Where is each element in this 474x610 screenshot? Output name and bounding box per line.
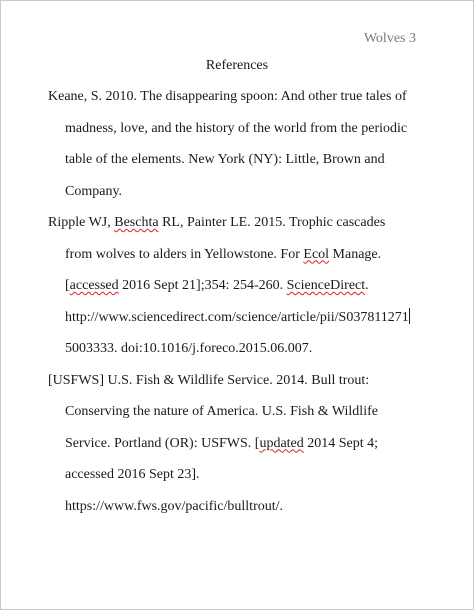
spellcheck-flagged-word: updated [259, 435, 304, 451]
reference-text: Keane, S. 2010. The disappearing spoon: And other true tales of [48, 89, 407, 104]
running-head: Wolves 3 [363, 31, 416, 46]
reference-line [48, 117, 428, 149]
reference-text: RL, Painter LE. 2015. Trophic cascades [158, 215, 386, 230]
reference-text: madness, love, and the history of the world from the periodic [65, 120, 408, 136]
reference-line [48, 337, 428, 369]
reference-line [48, 85, 428, 117]
reference-line [48, 148, 428, 180]
reference-text: Manage. [329, 246, 382, 262]
reference-entry [48, 85, 428, 211]
reference-line [48, 243, 428, 275]
reference-text: . [365, 278, 369, 293]
reference-text: Service. Portland (OR): USFWS. [ [65, 435, 260, 451]
reference-text: Ripple WJ, [48, 215, 115, 230]
reference-text: accessed 2016 Sept 23]. [65, 467, 200, 482]
reference-entry [48, 369, 428, 527]
spellcheck-flagged-word: Beschta [114, 215, 159, 230]
reference-text: http://www.sciencedirect.com/science/article/pii/S037811271 [65, 309, 409, 325]
reference-line [48, 369, 428, 401]
reference-text: table of the elements. New York (NY): Little, Brown and [65, 152, 385, 167]
reference-text: 2016 Sept 21];354: 254-260. [118, 278, 287, 293]
reference-text: 2014 Sept 4; [303, 435, 379, 451]
reference-text: [USFWS] U.S. Fish & Wildlife Service. 2014. Bull trout: [48, 372, 370, 388]
reference-text: from wolves to alders in Yellowstone. For [65, 246, 304, 262]
reference-text: Conserving the nature of America. U.S. Fish & Wildlife [65, 404, 378, 419]
reference-line [48, 274, 428, 306]
reference-text: Company. [65, 183, 123, 199]
references-heading: References [205, 58, 269, 73]
reference-text: 5003333. doi:10.1016/j.foreco.2015.06.007. [65, 341, 313, 356]
reference-entry [48, 211, 428, 369]
spellcheck-flagged-word: accessed [69, 278, 119, 293]
reference-line [48, 211, 428, 243]
reference-text: [ [65, 278, 70, 293]
reference-line [48, 463, 428, 495]
reference-list[interactable] [48, 85, 428, 526]
reference-text: https://www.fws.gov/pacific/bulltrout/. [65, 498, 284, 514]
reference-line [48, 495, 428, 527]
reference-line [48, 180, 428, 212]
reference-line [48, 306, 428, 338]
spellcheck-flagged-word: ScienceDirect [286, 278, 366, 293]
spellcheck-flagged-word: Ecol [303, 246, 330, 262]
reference-line [48, 432, 428, 464]
reference-line [48, 400, 428, 432]
text-cursor [409, 308, 410, 324]
